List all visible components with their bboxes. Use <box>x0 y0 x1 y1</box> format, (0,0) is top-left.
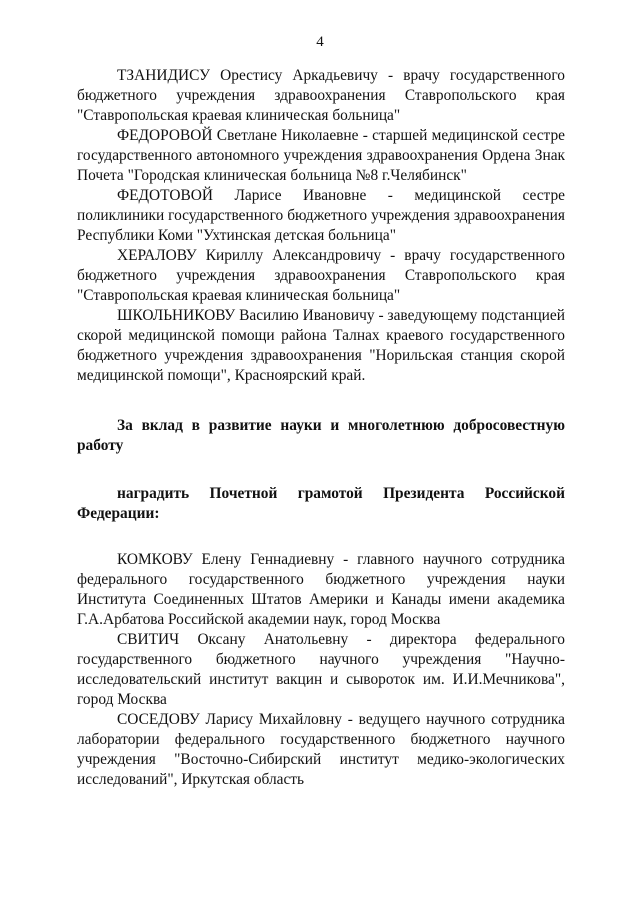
award-entry: ТЗАНИДИСУ Орестису Аркадьевичу - врачу государственного бюджетного учреждения здравоохранения Ставропольского края "Ставропольская краевая клиническая больница" <box>77 67 565 124</box>
spacer <box>77 524 565 550</box>
page-number: 4 <box>316 34 324 50</box>
award-entry: ХЕРАЛОВУ Кириллу Александровичу - врачу государственного бюджетного учреждения здравоохранения Ставропольского края "Ставропольская краевая клиническая больница" <box>77 247 565 304</box>
document-body <box>77 66 565 790</box>
award-entry: ФЕДОРОВОЙ Светлане Николаевне - старшей медицинской сестре государственного автономного учреждения здравоохранения Ордена Знак Почета "Городская клиническая больница №8 г.Челябинск" <box>77 127 565 184</box>
award-entry: ШКОЛЬНИКОВУ Василию Ивановичу - заведующему подстанцией скорой медицинской помощи района Талнах краевого государственного бюджетного учреждения здравоохранения "Норильская станция скорой медицинской помощи", Красноярский край. <box>77 307 565 384</box>
award-entry: КОМКОВУ Елену Геннадиевну - главного научного сотрудника федерального государственного бюджетного учреждения науки Института Соединенных Штатов Америки и Канады имени академика Г.А.Арбатова Российской академии наук, город Москва <box>77 551 565 628</box>
award-entry: СОСЕДОВУ Ларису Михайловну - ведущего научного сотрудника лаборатории федерального государственного бюджетного научного учреждения "Восточно-Сибирский институт медико-экологических исследований", Иркутская область <box>77 711 565 788</box>
spacer <box>77 456 565 484</box>
award-entry: СВИТИЧ Оксану Анатольевну - директора федерального государственного бюджетного научного учреждения "Научно-исследовательский институт вакцин и сывороток им. И.И.Мечникова", город Москва <box>77 631 565 708</box>
award-entry: ФЕДОТОВОЙ Ларисе Ивановне - медицинской сестре поликлиники государственного бюджетного учреждения здравоохранения Республики Коми "Ухтинская детская больница" <box>77 187 565 244</box>
section-heading: За вклад в развитие науки и многолетнюю добросовестную работу <box>77 417 565 454</box>
award-heading: наградить Почетной грамотой Президента Российской Федерации: <box>77 485 565 522</box>
spacer <box>77 386 565 416</box>
